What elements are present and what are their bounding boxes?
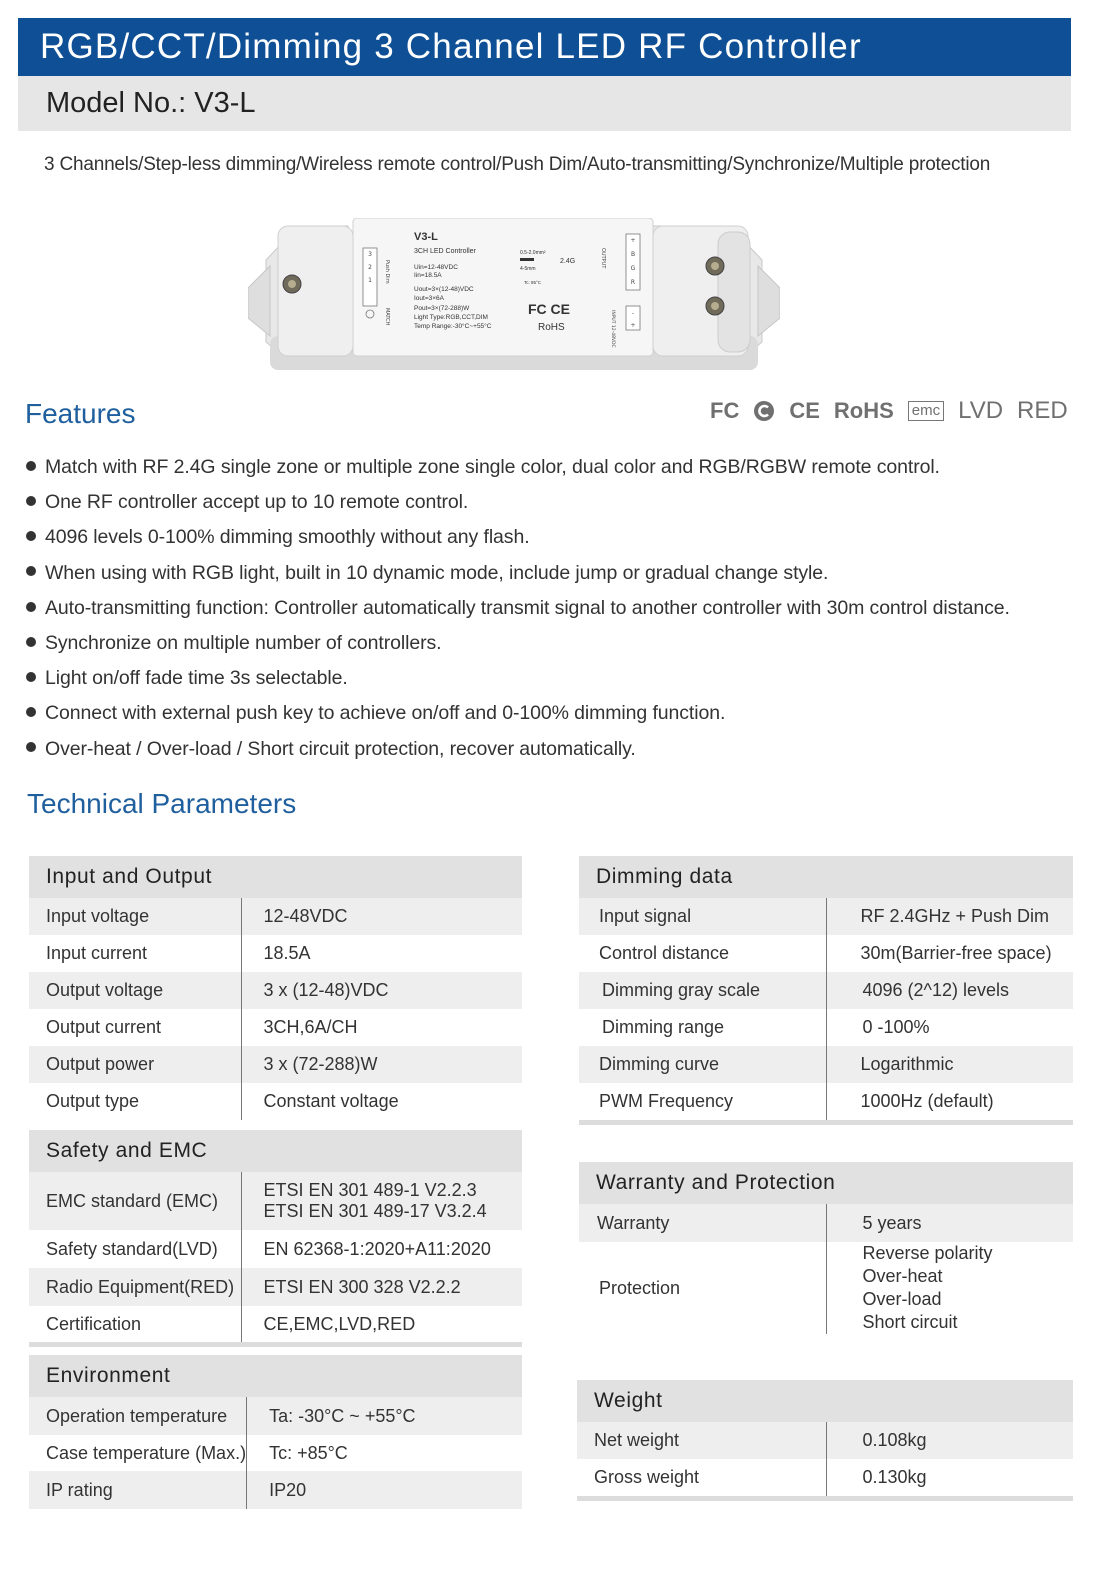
emc-mark: emc [908, 401, 944, 421]
list-item: Connect with external push key to achieve on/off and 0-100% dimming function. [26, 698, 1010, 733]
input-output-table [29, 856, 522, 1120]
list-item: Auto-transmitting function: Controller automatically transmit signal to another controller with 30m control distance. [26, 593, 1010, 628]
lvd-mark: LVD [958, 397, 1004, 424]
section-header: Environment [29, 1355, 522, 1397]
param-label: PWM Frequency [579, 1083, 826, 1120]
param-value: 3CH,6A/CH [263, 1017, 358, 1037]
bullet-icon [26, 496, 36, 506]
svg-text:Iout=3×6A: Iout=3×6A [414, 295, 444, 302]
param-label: Dimming range [579, 1009, 826, 1046]
param-value: 30m(Barrier-free space) [860, 943, 1052, 963]
param-label: Operation temperature [29, 1397, 247, 1435]
svg-text:OUTPUT: OUTPUT [600, 248, 606, 269]
param-label: Protection [579, 1242, 826, 1334]
param-value: 0.108kg [862, 1430, 927, 1450]
param-value: RF 2.4GHz + Push Dim [860, 906, 1050, 926]
param-value: CE,EMC,LVD,RED [263, 1313, 416, 1334]
param-label: Input voltage [29, 898, 241, 935]
param-label: Gross weight [577, 1459, 826, 1496]
svg-text:R: R [630, 279, 636, 286]
param-label: Dimming gray scale [579, 972, 826, 1009]
param-value: ETSI EN 300 328 V2.2.2 [263, 1276, 461, 1297]
svg-text:V3-L: V3-L [414, 231, 438, 243]
features-list [26, 452, 1010, 769]
bullet-icon [26, 672, 36, 682]
section-header: Input and Output [29, 856, 522, 898]
param-label: Output current [29, 1009, 241, 1046]
bullet-icon [26, 461, 36, 471]
svg-text:Tc: 85°C: Tc: 85°C [524, 280, 542, 285]
title-bar [18, 18, 1071, 76]
svg-text:1: 1 [368, 277, 372, 284]
svg-text:B: B [630, 251, 636, 258]
param-label: IP rating [29, 1471, 247, 1509]
list-item: 4096 levels 0-100% dimming smoothly without any flash. [26, 522, 1010, 557]
bullet-icon [26, 742, 36, 752]
svg-text:Iin=18.5A: Iin=18.5A [414, 272, 442, 279]
bullet-icon [26, 602, 36, 612]
model-bar [18, 76, 1071, 131]
param-label: Certification [29, 1306, 241, 1342]
tagline: 3 Channels/Step-less dimming/Wireless remote control/Push Dim/Auto-transmitting/Synchronize/Multiple protection [44, 154, 991, 175]
list-item: Light on/off fade time 3s selectable. [26, 663, 1010, 698]
section-header: Dimming data [579, 856, 1073, 898]
param-label: Safety standard(LVD) [29, 1230, 241, 1268]
param-value: 18.5A [263, 943, 311, 963]
bullet-icon [26, 637, 36, 647]
model-number: Model No.: V3-L [46, 87, 256, 119]
param-value: 0 -100% [862, 1017, 930, 1037]
param-label: Output voltage [29, 972, 241, 1009]
svg-text:Uout=3×(12-48)VDC: Uout=3×(12-48)VDC [414, 286, 474, 293]
section-header: Safety and EMC [29, 1130, 522, 1172]
param-value: ETSI EN 301 489-1 V2.2.3 [263, 1180, 477, 1200]
svg-text:G: G [630, 265, 636, 272]
svg-text:INPUT 12-48VDC: INPUT 12-48VDC [610, 310, 615, 348]
svg-text:-: - [631, 310, 635, 317]
svg-text:FC CE: FC CE [528, 301, 570, 317]
param-value: Tc: +85°C [269, 1442, 348, 1463]
svg-text:Temp Range:-30°C~+55°C: Temp Range:-30°C~+55°C [414, 323, 492, 330]
param-value: IP20 [269, 1479, 307, 1500]
svg-text:3: 3 [368, 251, 372, 258]
list-item: When using with RGB light, built in 10 dynamic mode, include jump or gradual change style. [26, 558, 1010, 593]
param-value: Over-heat [862, 1266, 943, 1286]
ce-mark: CE [789, 398, 820, 423]
environment-table [29, 1355, 522, 1509]
param-label: EMC standard (EMC) [29, 1172, 241, 1230]
technical-parameters-title: Technical Parameters [27, 788, 297, 819]
param-label: Dimming curve [579, 1046, 826, 1083]
safety-emc-table [29, 1130, 522, 1347]
param-value: 3 x (72-288)W [263, 1054, 378, 1074]
section-header: Weight [577, 1380, 1073, 1422]
svg-text:MATCH: MATCH [384, 308, 390, 326]
list-item: Over-heat / Over-load / Short circuit protection, recover automatically. [26, 734, 1010, 769]
param-value: 12-48VDC [263, 906, 348, 926]
param-value: Ta: -30°C ~ +55°C [269, 1405, 416, 1426]
param-value: Reverse polarity [862, 1243, 993, 1263]
param-value: Logarithmic [860, 1054, 954, 1074]
svg-text:Uin=12-48VDC: Uin=12-48VDC [414, 264, 458, 271]
svg-text:2.4G: 2.4G [560, 258, 576, 265]
fc-mark: FC [710, 398, 740, 423]
rohs-mark: RoHS [833, 398, 894, 423]
bullet-icon [26, 566, 36, 576]
red-mark: RED [1017, 397, 1068, 424]
list-item: Synchronize on multiple number of controllers. [26, 628, 1010, 663]
device-image [248, 218, 780, 376]
bullet-icon [26, 707, 36, 717]
param-label: Output power [29, 1046, 241, 1083]
param-label: Input current [29, 935, 241, 972]
svg-text:Pout=3×(72-288)W: Pout=3×(72-288)W [414, 305, 470, 312]
features-title: Features [25, 398, 136, 429]
param-value: Over-load [862, 1289, 942, 1309]
list-item: Match with RF 2.4G single zone or multiple zone single color, dual color and RGB/RGBW remote control. [26, 452, 1010, 487]
svg-text:+: + [630, 237, 636, 244]
param-value: 1000Hz (default) [860, 1091, 994, 1111]
svg-text:3CH LED Controller: 3CH LED Controller [414, 248, 476, 255]
param-label: Warranty [579, 1204, 826, 1242]
param-label: Radio Equipment(RED) [29, 1268, 241, 1306]
param-value: 4096 (2^12) levels [862, 980, 1010, 1000]
page-title: RGB/CCT/Dimming 3 Channel LED RF Controller [40, 27, 862, 66]
dimming-data-table [579, 856, 1073, 1125]
param-label: Net weight [577, 1422, 826, 1459]
svg-text:RoHS: RoHS [538, 322, 565, 333]
param-value: Constant voltage [263, 1091, 399, 1111]
svg-text:4-5mm: 4-5mm [520, 266, 536, 272]
param-label: Case temperature (Max.) [29, 1435, 247, 1471]
svg-text:2: 2 [368, 264, 372, 271]
section-header: Warranty and Protection [579, 1162, 1073, 1204]
bullet-icon [26, 531, 36, 541]
certification-marks [710, 394, 1068, 428]
svg-text:Push Dim: Push Dim [384, 260, 390, 284]
param-value: 5 years [862, 1212, 922, 1233]
param-value: 3 x (12-48)VDC [263, 980, 389, 1000]
param-label: Input signal [579, 898, 826, 935]
weight-table [577, 1380, 1073, 1501]
warranty-protection-table [579, 1162, 1073, 1334]
svg-text:0.5-2.0mm²: 0.5-2.0mm² [520, 250, 546, 256]
param-value: EN 62368-1:2020+A11:2020 [263, 1238, 491, 1259]
svg-text:+: + [630, 322, 636, 329]
circle-c-icon [753, 400, 775, 422]
param-label: Control distance [579, 935, 826, 972]
param-label: Output type [29, 1083, 241, 1120]
param-value: Short circuit [862, 1312, 958, 1332]
param-value: 0.130kg [862, 1467, 927, 1487]
list-item: One RF controller accept up to 10 remote control. [26, 487, 1010, 522]
svg-text:Light Type:RGB,CCT,DIM: Light Type:RGB,CCT,DIM [414, 314, 488, 321]
param-value: ETSI EN 301 489-17 V3.2.4 [263, 1201, 487, 1221]
